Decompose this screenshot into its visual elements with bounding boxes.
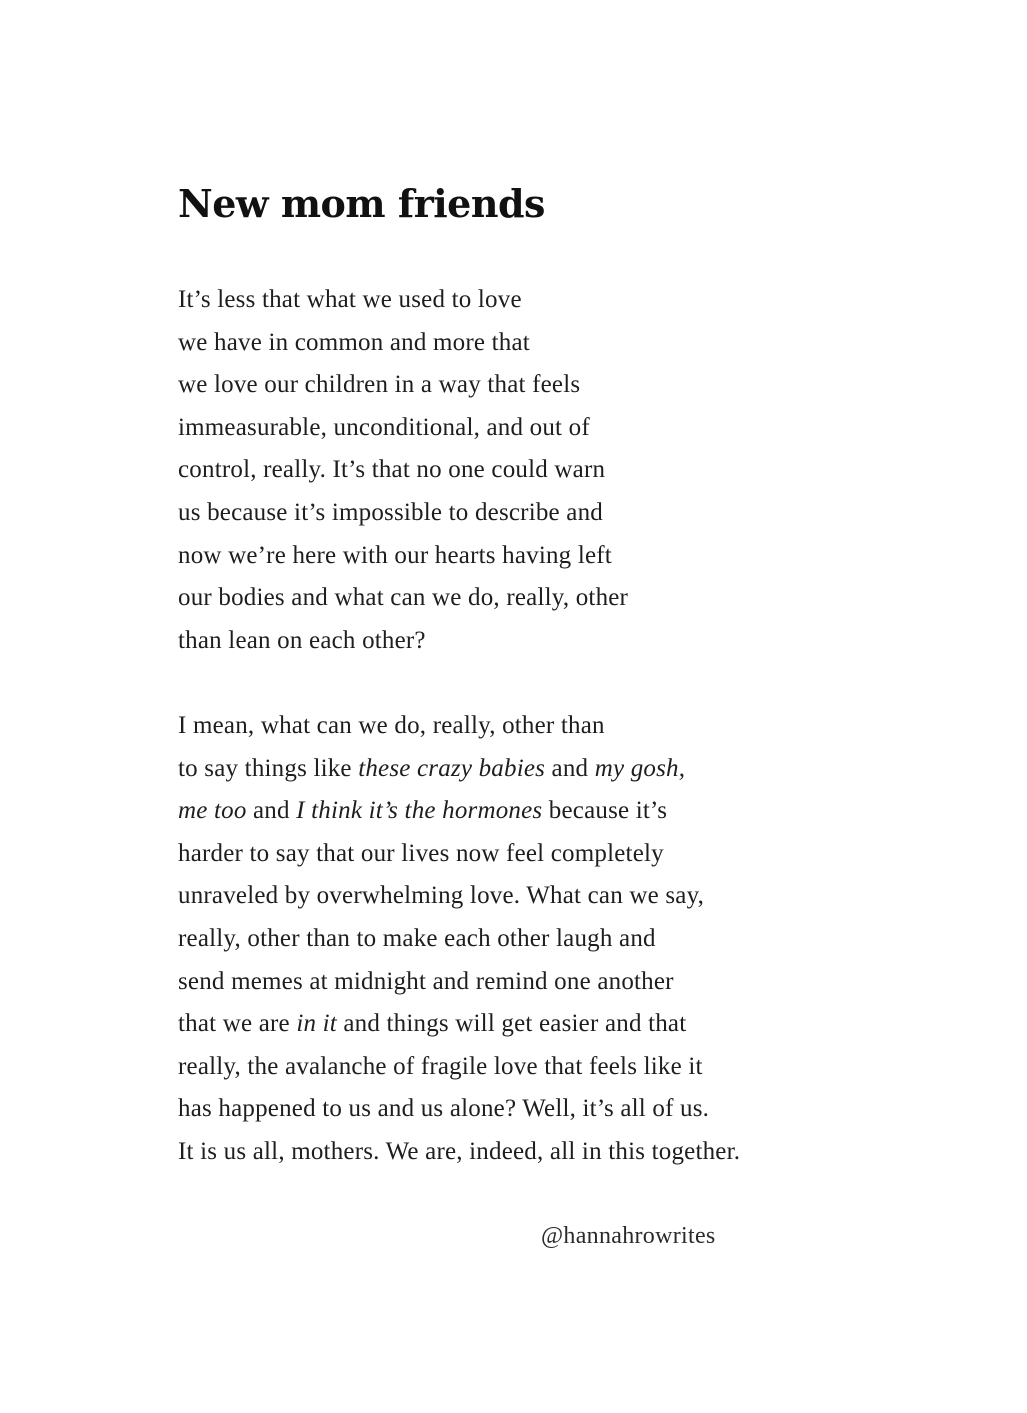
poem-line-segment: now we’re here with our hearts having left [178, 541, 612, 569]
poem-line [178, 620, 628, 663]
poem-title: New mom friends [178, 181, 545, 226]
poem-line [178, 492, 628, 535]
poem-line [178, 918, 740, 961]
poem-line [178, 875, 740, 918]
poem-line [178, 961, 740, 1004]
poem-line [178, 1003, 740, 1046]
poem-line-segment: and [246, 797, 297, 825]
poem-line-segment: I mean, what can we do, really, other than [178, 712, 605, 739]
poem-line [178, 833, 740, 876]
poem-line-segment: harder to say that our lives now feel completely [178, 839, 664, 867]
poem-line [178, 449, 628, 492]
poem-line [178, 705, 740, 748]
poem-line [178, 748, 740, 791]
poem-line-segment: that we are [178, 1010, 297, 1038]
poem-line-segment: to say things like [178, 754, 359, 782]
author-handle: @hannahrowrites [541, 1223, 716, 1249]
poem-line-segment: It is us all, mothers. We are, indeed, all in this together. [178, 1137, 741, 1165]
poem-line [178, 1046, 740, 1089]
poem-stanza-2 [178, 705, 740, 1174]
poem-line [178, 1131, 740, 1174]
poem-line-segment: we have in common and more that [178, 328, 530, 356]
poem-line [178, 322, 628, 365]
poem-line [178, 535, 628, 578]
poem-line-italic-segment: in it [296, 1010, 337, 1038]
poem-line-segment: because it’s [542, 797, 668, 825]
poem-line-segment: send memes at midnight and remind one another [178, 967, 674, 995]
poem-line [178, 790, 740, 833]
poem-line [178, 279, 628, 322]
poem-line [178, 1088, 740, 1131]
poem-line-italic-segment: I think it’s the hormones [296, 797, 543, 825]
poem-line [178, 364, 628, 407]
poem-line-segment: unraveled by overwhelming love. What can we say, [178, 882, 705, 910]
poem-line-segment: we love our children in a way that feels [178, 371, 581, 399]
poem-line-italic-segment: these crazy babies [358, 754, 546, 782]
poem-line-segment: really, other than to make each other laugh and [178, 924, 656, 952]
poem-line-segment: really, the avalanche of fragile love that feels like it [178, 1052, 703, 1080]
poem-line-segment: control, really. It’s that no one could warn [178, 456, 606, 484]
poem-line-segment: It’s less that what we used to love [178, 286, 522, 313]
poem-line-segment: and things will get easier and that [336, 1010, 687, 1038]
poem-stanza-1 [178, 279, 628, 662]
poem-line-italic-segment: my gosh, [594, 754, 686, 782]
poem-line [178, 407, 628, 450]
poem-line-segment: and [545, 754, 595, 782]
poem-line-segment: has happened to us and us alone? Well, it’s all of us. [178, 1095, 710, 1123]
poem-line-segment: than lean on each other? [178, 626, 426, 654]
poem-line-segment: us because it’s impossible to describe and [178, 498, 603, 526]
poem-line-italic-segment: me too [178, 797, 247, 825]
poem-line-segment: immeasurable, unconditional, and out of [178, 413, 590, 441]
poem-line [178, 577, 628, 620]
poem-line-segment: our bodies and what can we do, really, other [178, 584, 629, 612]
